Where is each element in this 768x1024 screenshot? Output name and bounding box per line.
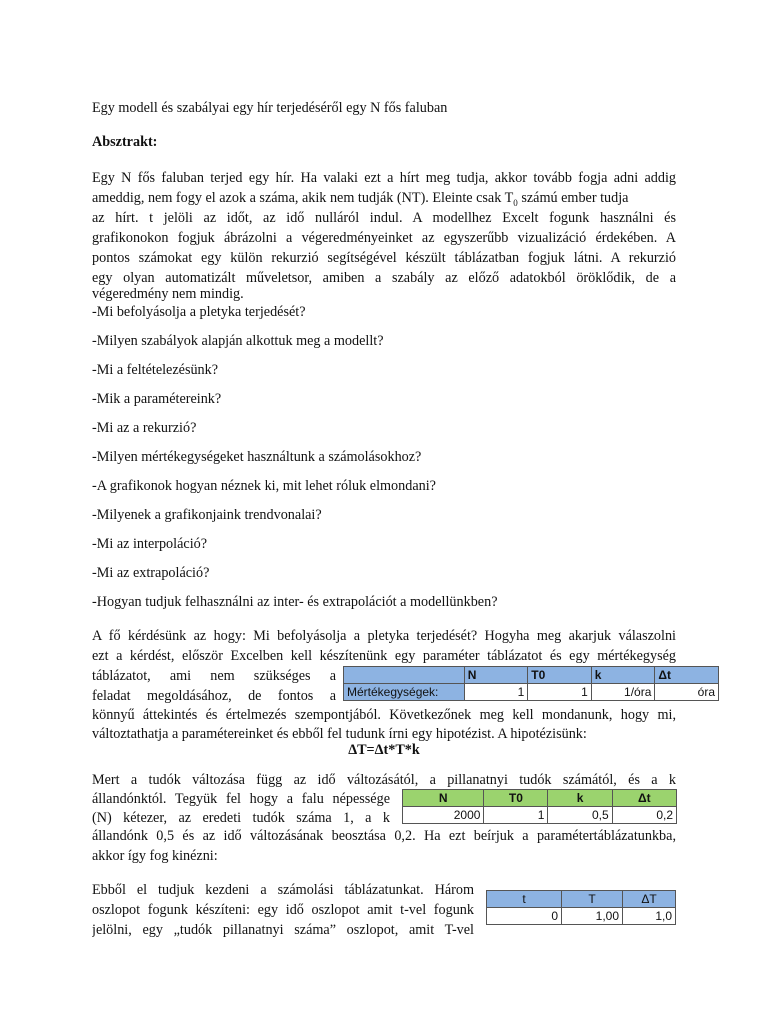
paragraph-line: ezt a kérdést, először Excelben kell készítenünk egy paraméter táblázatot és egy mértékegység [92,648,676,664]
params-header-cell: N [403,790,484,807]
paragraph-line: állandónktól. Tegyük fel hogy a falu népessége [92,791,390,807]
calc-header-cell: ΔT [623,891,676,908]
params-cell: 1 [484,807,548,824]
document-title: Egy modell és szabályai egy hír terjedéséről egy N fős faluban [92,100,448,116]
paragraph-line: változtathatja a paramétereinket és ebből fel tudunk írni egy hipotézist. A hipotézisünk: [92,726,587,742]
question-item: -Mik a paramétereink? [92,391,222,407]
paragraph-line: állandónk 0,5 és az idő változásának beosztása 0,2. Ha ezt beírjuk a paramétertáblázatunkba, [92,828,676,844]
params-header-cell: T0 [484,790,548,807]
abstract-line: Egy N fős faluban terjed egy hír. Ha valaki ezt a hírt meg tudja, akkor tovább fogja adni addig [92,170,676,186]
units-row-label: Mértékegységek: [344,684,465,701]
paragraph-line: könnyű áttekintés és értelmezés szempontjából. Következőnek meg kell mondanunk, hogy mi, [92,707,676,723]
calc-cell: 1,0 [623,908,676,925]
units-header-cell: k [591,667,655,684]
calc-cell: 0 [487,908,562,925]
params-table-row [403,807,677,824]
params-cell: 0,5 [548,807,612,824]
question-item: -Milyen mértékegységeket használtunk a számolásokhoz? [92,449,422,465]
units-header-cell: Δt [655,667,719,684]
units-cell: 1 [528,684,592,701]
abstract-line: egy olyan automatizált műveletsor, amiben a szabály az előző adatokból öröklődik, de a [92,270,676,286]
calc-cell: 1,00 [562,908,623,925]
calc-header-cell: T [562,891,623,908]
question-item: -Mi az interpoláció? [92,536,208,552]
params-header-cell: Δt [612,790,676,807]
hypothesis-formula: ΔT=Δt*T*k [348,742,420,758]
units-cell: 1/óra [591,684,655,701]
question-item: -Mi az a rekurzió? [92,420,197,436]
abstract-line: grafikonokon fogjuk ábrázolni a végeredményeinket az egyszerűbb vizualizáció érdekében. A [92,230,676,246]
calc-header-cell: t [487,891,562,908]
paragraph-line: (N) kétezer, az eredeti tudók száma 1, a k [92,810,390,826]
params-header-cell: k [548,790,612,807]
paragraph-line: A fő kérdésünk az hogy: Mi befolyásolja a pletyka terjedését? Hogyha meg akarjuk válaszolni [92,628,676,644]
units-header-cell [344,667,465,684]
calc-table-header [487,891,676,908]
paragraph-line: feladat megoldásához, de fontos a [92,688,336,704]
units-table-header [344,667,719,684]
abstract-line: pontos számokat egy külön rekurzió segítségével készült táblázatban fogjuk látni. A rekurzió [92,250,676,266]
question-item: -Milyen szabályok alapján alkottuk meg a modellt? [92,333,384,349]
abstract-line: az hírt. t jelöli az időt, az idő nulláról indul. A modellhez Excelt fogunk használni és [92,210,676,226]
params-cell: 0,2 [612,807,676,824]
paragraph-line: Ebből el tudjuk kezdeni a számolási táblázatunkat. Három [92,882,474,898]
units-table [343,666,719,701]
paragraph-line: jelölni, egy „tudók pillanatnyi száma” oszlopot, amit T-vel [92,922,474,938]
units-cell: óra [655,684,719,701]
question-item: -A grafikonok hogyan néznek ki, mit lehet róluk elmondani? [92,478,436,494]
paragraph-line: Mert a tudók változása függ az idő változásától, a pillanatnyi tudók számától, és a k [92,772,676,788]
question-item: -Milyenek a grafikonjaink trendvonalai? [92,507,322,523]
params-table [402,789,677,824]
params-table-header [403,790,677,807]
abstract-heading: Absztrakt: [92,134,158,150]
abstract-line: ameddig, nem fogy el azok a száma, akik nem tudják (NT). Eleinte csak $T_0$ számú ember tudja [92,190,629,208]
question-item: -Mi a feltételezésünk? [92,362,219,378]
calc-table [486,890,676,925]
paragraph-line: oszlopot fogunk készíteni: egy idő oszlopot amit t-vel fogunk [92,902,474,918]
question-item: -Mi befolyásolja a pletyka terjedését? [92,304,306,320]
question-item: -Hogyan tudjuk felhasználni az inter- és extrapolációt a modellünkben? [92,594,498,610]
units-header-cell: N [464,667,527,684]
question-item: -Mi az extrapoláció? [92,565,210,581]
calc-table-row [487,908,676,925]
paragraph-line: táblázatot, ami nem szükséges a [92,668,336,684]
abstract-line: végeredmény nem mindig. [92,286,244,302]
paragraph-line: akkor így fog kinézni: [92,848,218,864]
params-cell: 2000 [403,807,484,824]
units-table-row [344,684,719,701]
units-cell: 1 [464,684,527,701]
units-header-cell: T0 [528,667,592,684]
